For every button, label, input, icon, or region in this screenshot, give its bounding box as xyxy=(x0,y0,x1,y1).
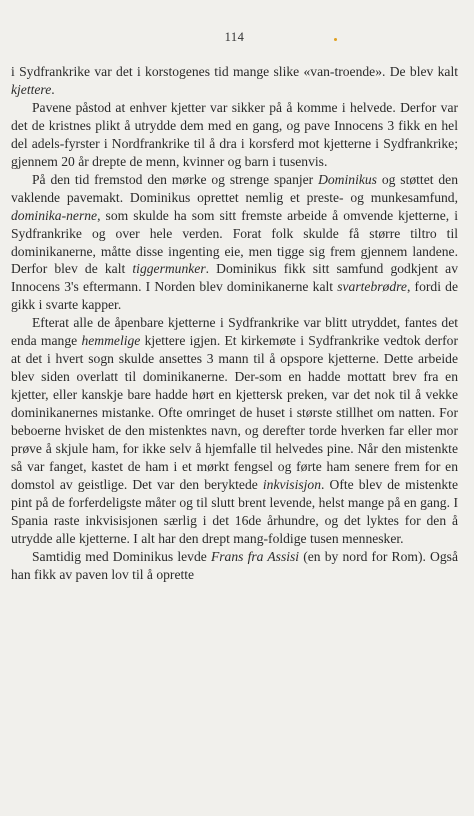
text-run: kjettere igjen. Et kirkemøte i Sydfrankrike vedtok derfor at det i hvert sogn skulde ansettes 3 mann til å opspore kjetterne. Dette arbeide blev siden overlatt til dominikanerne. Der-som en hadde mottatt brev fra en kjetter, eller kanskje bare hadde hørt en kjettersk preken, var det nok til å vekke dominikanernes mistanke. Ofte omringet de huset i største stillhet om natten. For beboerne hvisket de den mistenktes navn, og derefter torde hverken far eller mor prøve å skjule ham, for ikke selv å hjemfalle til helvedes pine. Når den mistenkte så var fanget, kastet de ham i et mørkt fengsel og førte ham senere frem for en domstol av geistlige. Det var den beryktede xyxy=(11,333,458,492)
italic-term: kjettere xyxy=(11,81,52,97)
text-run: , fordi de gikk i svarte kapper. xyxy=(11,279,458,313)
text-run: Samtidig med Dominikus levde xyxy=(32,548,211,564)
text-run: (en by nord for Rom). Også han fikk av paven lov til å oprette xyxy=(11,548,458,582)
text-run: i Sydfrankrike var det i korstogenes tid mange slike «van-troende». De blev kalt xyxy=(11,64,458,79)
text-run: . Ofte blev de mistenkte pint på de forferdeligste måter og til slutt brent levende, helst mange på en gang. I Spania raste inkvisisjonen særlig i det 16de århundre, og det lyktes for den å utrydde alle kjetterne. I alt har den drept mang-foldige tusen mennesker. xyxy=(11,476,458,546)
text-run: På den tid fremstod den mørke og strenge spanjer xyxy=(32,171,319,187)
body-text xyxy=(11,63,458,584)
italic-term: Frans fra Assisi xyxy=(210,548,300,564)
paragraph xyxy=(11,548,458,584)
italic-term: tiggermunker xyxy=(132,261,206,277)
paragraph xyxy=(11,314,458,547)
paragraph xyxy=(11,99,458,171)
text-run: Efterat alle de åpenbare kjetterne i Sydfrankrike var blitt utryddet, fantes det enda mange xyxy=(11,315,458,349)
page-number: 114 xyxy=(224,30,245,44)
paragraph xyxy=(11,171,458,315)
text-run: . xyxy=(51,81,55,97)
italic-term: Dominikus xyxy=(318,171,377,187)
text-run: Pavene påstod at enhver kjetter var sikker på å komme i helvede. Derfor var det de kristnes plikt å utrydde dem med en gang, og pave Innocens 3 fikk en hel del adels-fyrster i Nordfrankrike til å dra i korsferd mot kjetterne i Sydfrankrike; gjennem 20 år drepte de menn, kvinner og barn i tusenvis. xyxy=(11,99,458,169)
italic-term: svartebrødre xyxy=(337,279,407,295)
text-run: , som skulde ha som sitt fremste arbeide å omvende kjetterne, i Sydfrankrike og over hele verden. Forat folk skulde få større tiltro til dominikanerne, måtte disse ingenting eie, men tigge sig frem gjennem landene. Derfor blev de kalt xyxy=(11,207,458,277)
ink-speck xyxy=(334,38,337,41)
text-run: og støttet den vaklende pavemakt. Dominikus oprettet nemlig et preste- og munkesamfund, xyxy=(11,171,458,205)
italic-term: dominika-nerne xyxy=(11,207,98,223)
paragraph xyxy=(11,63,458,99)
text-run: . Dominikus fikk sitt samfund godkjent av Innocens 3's eftermann. I Norden blev dominikanerne kalt xyxy=(11,261,458,295)
italic-term: hemmelige xyxy=(81,333,141,349)
italic-term: inkvisisjon xyxy=(262,476,322,492)
